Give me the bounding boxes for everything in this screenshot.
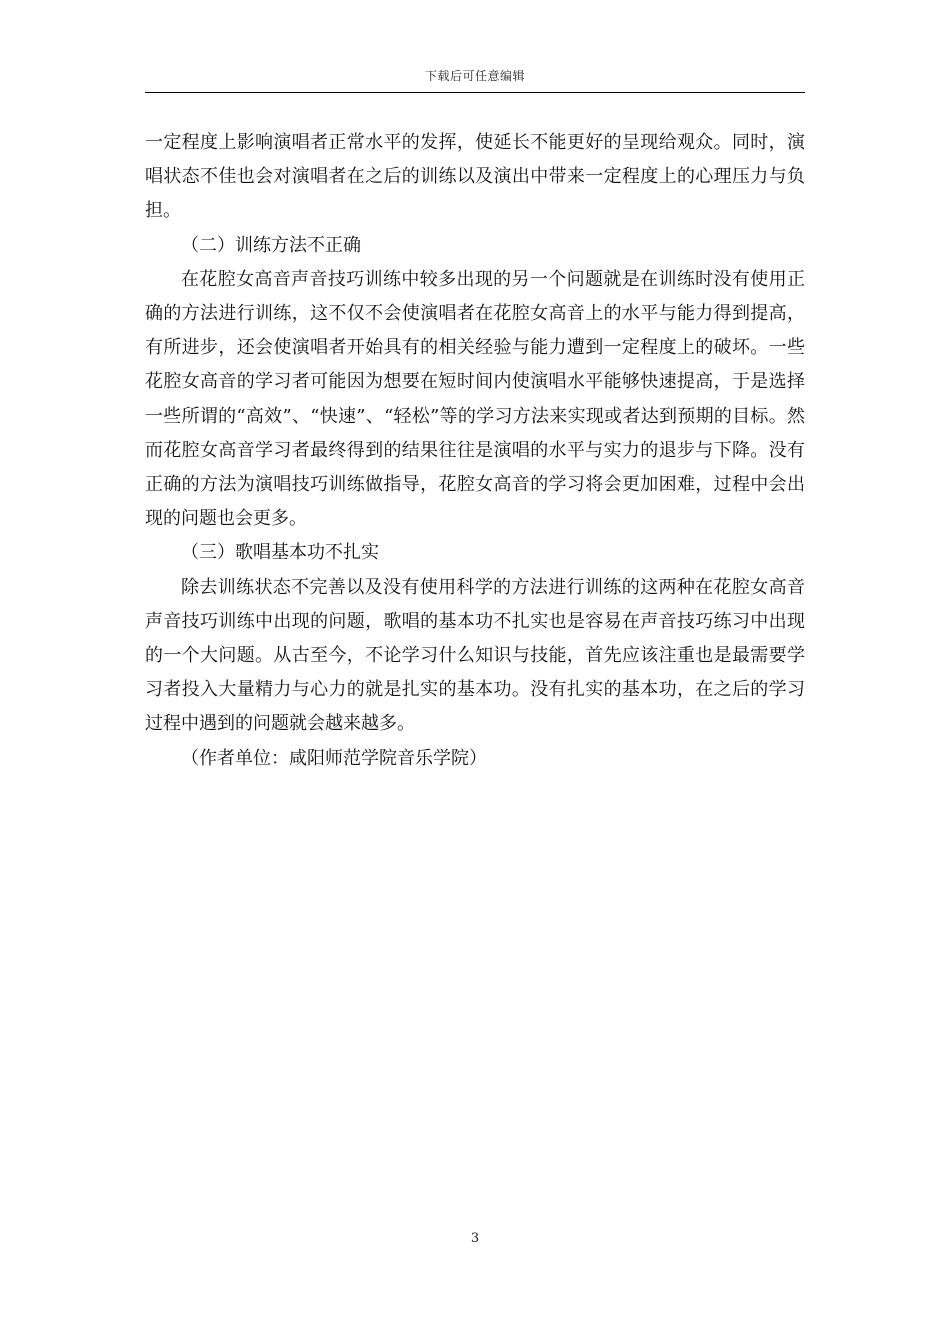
section-heading-basic-skills: （三）歌唱基本功不扎实 <box>181 542 379 564</box>
paragraph-training-method: 在花腔女高音声音技巧训练中较多出现的另一个问题就是在训练时没有使用正确的方法进行训练，这不仅不会使演唱者在花腔女高音上的水平与能力得到提高，有所进步，还会使演唱者开始具有的相关经验与能力遭到一定程度上的破坏。一些花腔女高音的学习者可能因为想要在短时间内使演唱水平能够快速提高，于是选择一些所谓的“高效”、“快速”、“轻松”等的学习方法来实现或者达到预期的目标。然而花腔女高音学习者最终得到的结果往往是演唱的水平与实力的退步与下降。没有正确的方法为演唱技巧训练做指导，花腔女高音的学习将会更加困难，过程中会出现的问题也会更多。 <box>145 268 805 530</box>
page-number: 3 <box>470 1231 480 1246</box>
author-affiliation: （作者单位：咸阳师范学院音乐学院） <box>181 747 487 769</box>
page-header: 下载后可任意编辑 <box>424 69 525 83</box>
document-body <box>145 126 805 776</box>
header-divider <box>145 92 805 93</box>
paragraph-continued: 一定程度上影响演唱者正常水平的发挥，使延长不能更好的呈现给观众。同时，演唱状态不佳也会对演唱者在之后的训练以及演出中带来一定程度上的心理压力与负担。 <box>145 132 805 222</box>
section-heading-training-method: （二）训练方法不正确 <box>181 234 361 256</box>
paragraph-basic-skills: 除去训练状态不完善以及没有使用科学的方法进行训练的这两种在花腔女高音声音技巧训练中出现的问题，歌唱的基本功不扎实也是容易在声音技巧练习中出现的一个大问题。从古至今，不论学习什么知识与技能，首先应该注重也是最需要学习者投入大量精力与心力的就是扎实的基本功。没有扎实的基本功，在之后的学习过程中遇到的问题就会越来越多。 <box>145 576 805 735</box>
